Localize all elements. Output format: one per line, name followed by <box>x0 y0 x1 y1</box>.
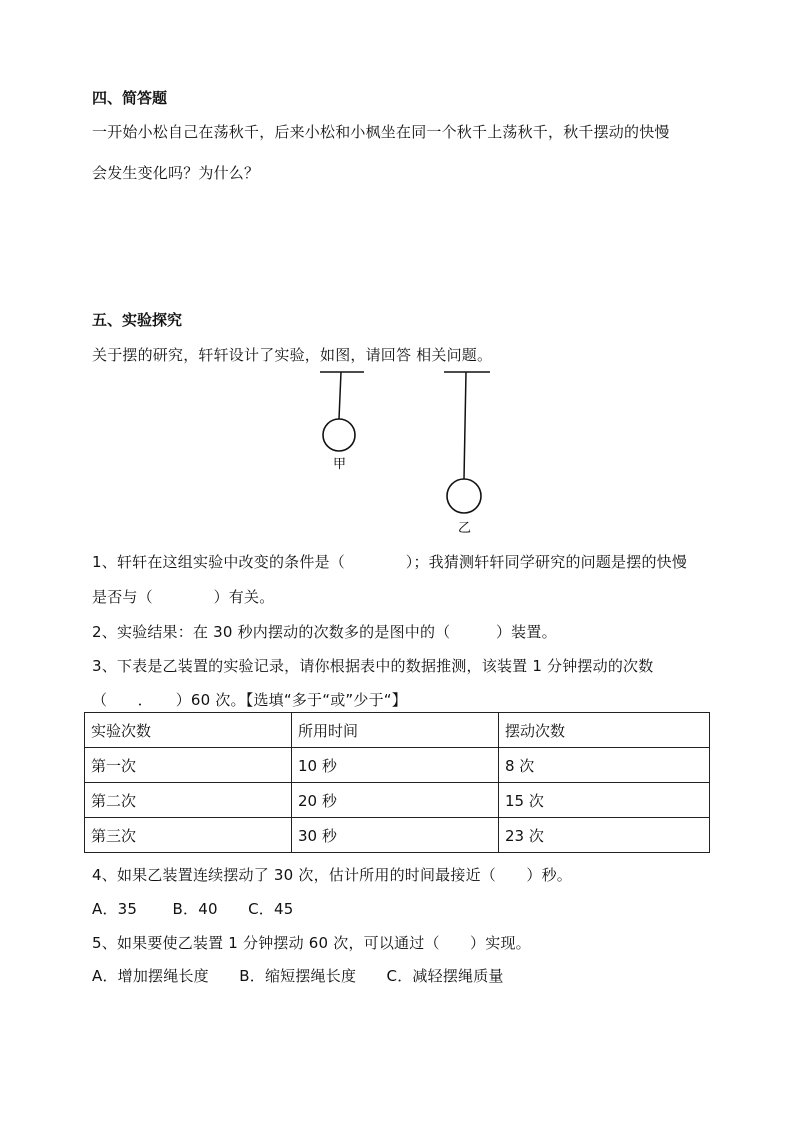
table-header-cell: 所用时间 <box>292 713 499 748</box>
pendulum-a-string <box>339 372 341 419</box>
table-row <box>85 818 710 853</box>
table-cell: 第二次 <box>85 783 292 818</box>
table-row <box>85 748 710 783</box>
table-header-cell: 实验次数 <box>85 713 292 748</box>
table-cell: 20 秒 <box>292 783 499 818</box>
section-4-title: 四、简答题 <box>92 89 168 107</box>
table-cell: 8 次 <box>499 748 710 783</box>
table-cell: 10 秒 <box>292 748 499 783</box>
question-4-options: A．35 B．40 C．45 <box>92 900 294 918</box>
pendulum-b <box>444 372 490 536</box>
table-header-row <box>85 713 710 748</box>
table-cell: 30 秒 <box>292 818 499 853</box>
experiment-record-table <box>84 712 710 853</box>
question-text-line-2: 会发生变化吗？为什么？ <box>92 164 260 182</box>
table-cell: 23 次 <box>499 818 710 853</box>
section-5-title: 五、实验探究 <box>92 311 183 329</box>
pendulum-b-bob <box>447 479 481 513</box>
pendulum-a <box>320 372 364 472</box>
pendulum-b-string <box>464 372 466 479</box>
question-5: 5、如果要使乙装置 1 分钟摆动 60 次，可以通过（ ）实现。 <box>92 934 531 952</box>
experiment-intro: 关于摆的研究，轩轩设计了实验，如图，请回答 相关问题。 <box>92 346 493 364</box>
pendulum-figure <box>300 362 510 542</box>
table-cell: 15 次 <box>499 783 710 818</box>
table-row <box>85 783 710 818</box>
question-1-line-2: 是否与（ ）有关。 <box>92 588 275 606</box>
table-cell: 第三次 <box>85 818 292 853</box>
question-1-line-1: 1、轩轩在这组实验中改变的条件是（ ）；我猜测轩轩同学研究的问题是摆的快慢 <box>92 553 688 571</box>
question-3-line-1: 3、下表是乙装置的实验记录，请你根据表中的数据推测，该装置 1 分钟摆动的次数 <box>92 657 654 675</box>
question-3-line-2: （ ． ）60 次。【选填“多于“或”少于“】 <box>92 691 407 709</box>
question-2: 2、实验结果：在 30 秒内摆动的次数多的是图中的（ ）装置。 <box>92 623 557 641</box>
table-cell: 第一次 <box>85 748 292 783</box>
question-text-line-1: 一开始小松自己在荡秋千，后来小松和小枫坐在同一个秋千上荡秋千，秋千摆动的快慢 <box>92 123 670 141</box>
pendulum-a-bob <box>323 419 355 451</box>
question-4: 4、如果乙装置连续摆动了 30 次，估计所用的时间最接近（ ）秒。 <box>92 866 572 884</box>
pendulum-b-label: 乙 <box>458 521 472 536</box>
question-5-options: A．增加摆绳长度 B．缩短摆绳长度 C．减轻摆绳质量 <box>92 967 504 985</box>
pendulum-a-label: 甲 <box>333 457 347 472</box>
table-header-cell: 摆动次数 <box>499 713 710 748</box>
